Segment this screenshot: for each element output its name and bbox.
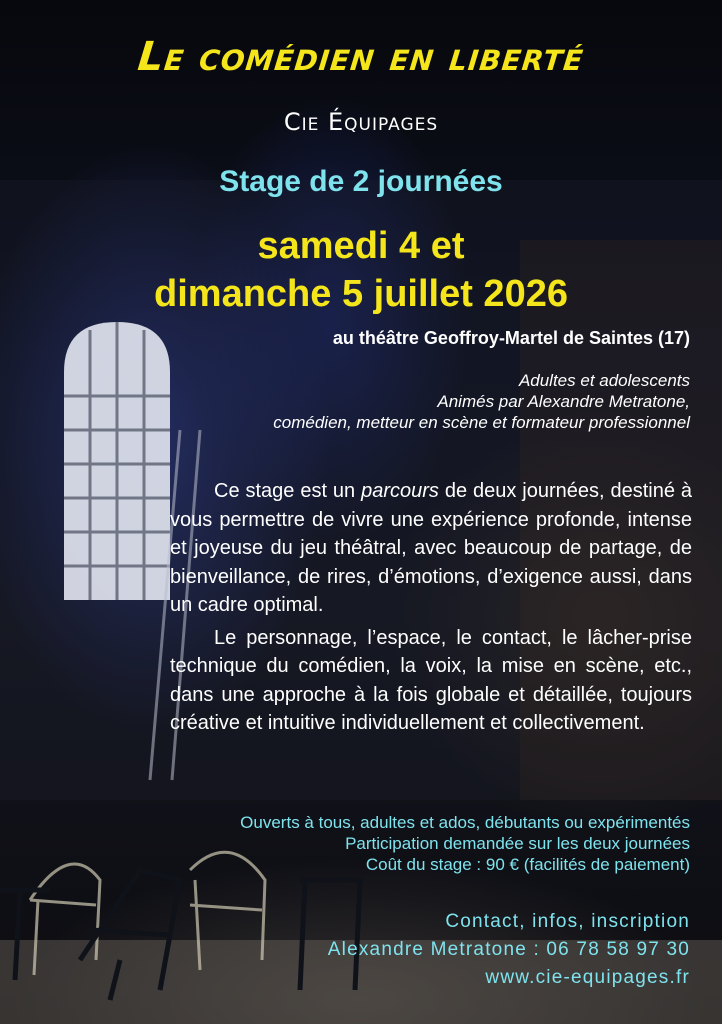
info-line-2: Participation demandée sur les deux journées xyxy=(345,834,690,853)
workshop-duration: Stage de 2 journées xyxy=(219,165,503,198)
paragraph-1-start: Ce stage est un xyxy=(214,480,362,502)
description xyxy=(170,477,692,742)
description-paragraph-1 xyxy=(170,477,692,620)
venue: au théâtre Geoffroy-Martel de Saintes (17) xyxy=(332,328,690,348)
audience-line-2: Animés par Alexandre Metratone, xyxy=(437,392,690,411)
dates-line-1: samedi 4 et xyxy=(257,225,465,267)
info-line-3: Coût du stage : 90 € (facilités de paiement) xyxy=(365,855,690,874)
dates-line-2: dimanche 5 juillet 2026 xyxy=(154,273,568,315)
paragraph-1-emphasis: parcours xyxy=(361,480,439,502)
poster-title: Le comédien en liberté xyxy=(135,34,587,80)
arched-window xyxy=(64,322,170,600)
contact-phone[interactable]: Alexandre Metratone : 06 78 58 97 30 xyxy=(327,939,690,960)
company-name: Cie Équipages xyxy=(283,108,439,136)
contact-block xyxy=(328,908,690,992)
description-paragraph-2: Le personnage, l’espace, le contact, le lâcher-prise technique du comédien, la voix, la mise en scène, etc., dans une approche à la fois globale et détaillée, toujours créative et intuitive individuellement et collectivement. xyxy=(170,626,692,734)
practical-info xyxy=(240,812,690,875)
workshop-dates xyxy=(0,222,722,318)
info-line-1: Ouverts à tous, adultes et ados, débutants ou expérimentés xyxy=(240,813,690,832)
paragraph-1-end: de deux journées, destiné à vous permettre de vivre une expérience profonde, intense et joyeuse du jeu théâtral, avec beaucoup de partage, de bienveillance, de rires, d’émotions, d’exigence aussi, dans un cadre optimal. xyxy=(170,480,692,616)
audience-line-1: Adultes et adolescents xyxy=(518,371,690,390)
contact-heading: Contact, infos, inscription xyxy=(445,911,690,932)
audience-line-3: comédien, metteur en scène et formateur professionnel xyxy=(273,413,690,432)
audience-block xyxy=(273,370,690,433)
website-link[interactable]: www.cie-equipages.fr xyxy=(485,967,690,988)
